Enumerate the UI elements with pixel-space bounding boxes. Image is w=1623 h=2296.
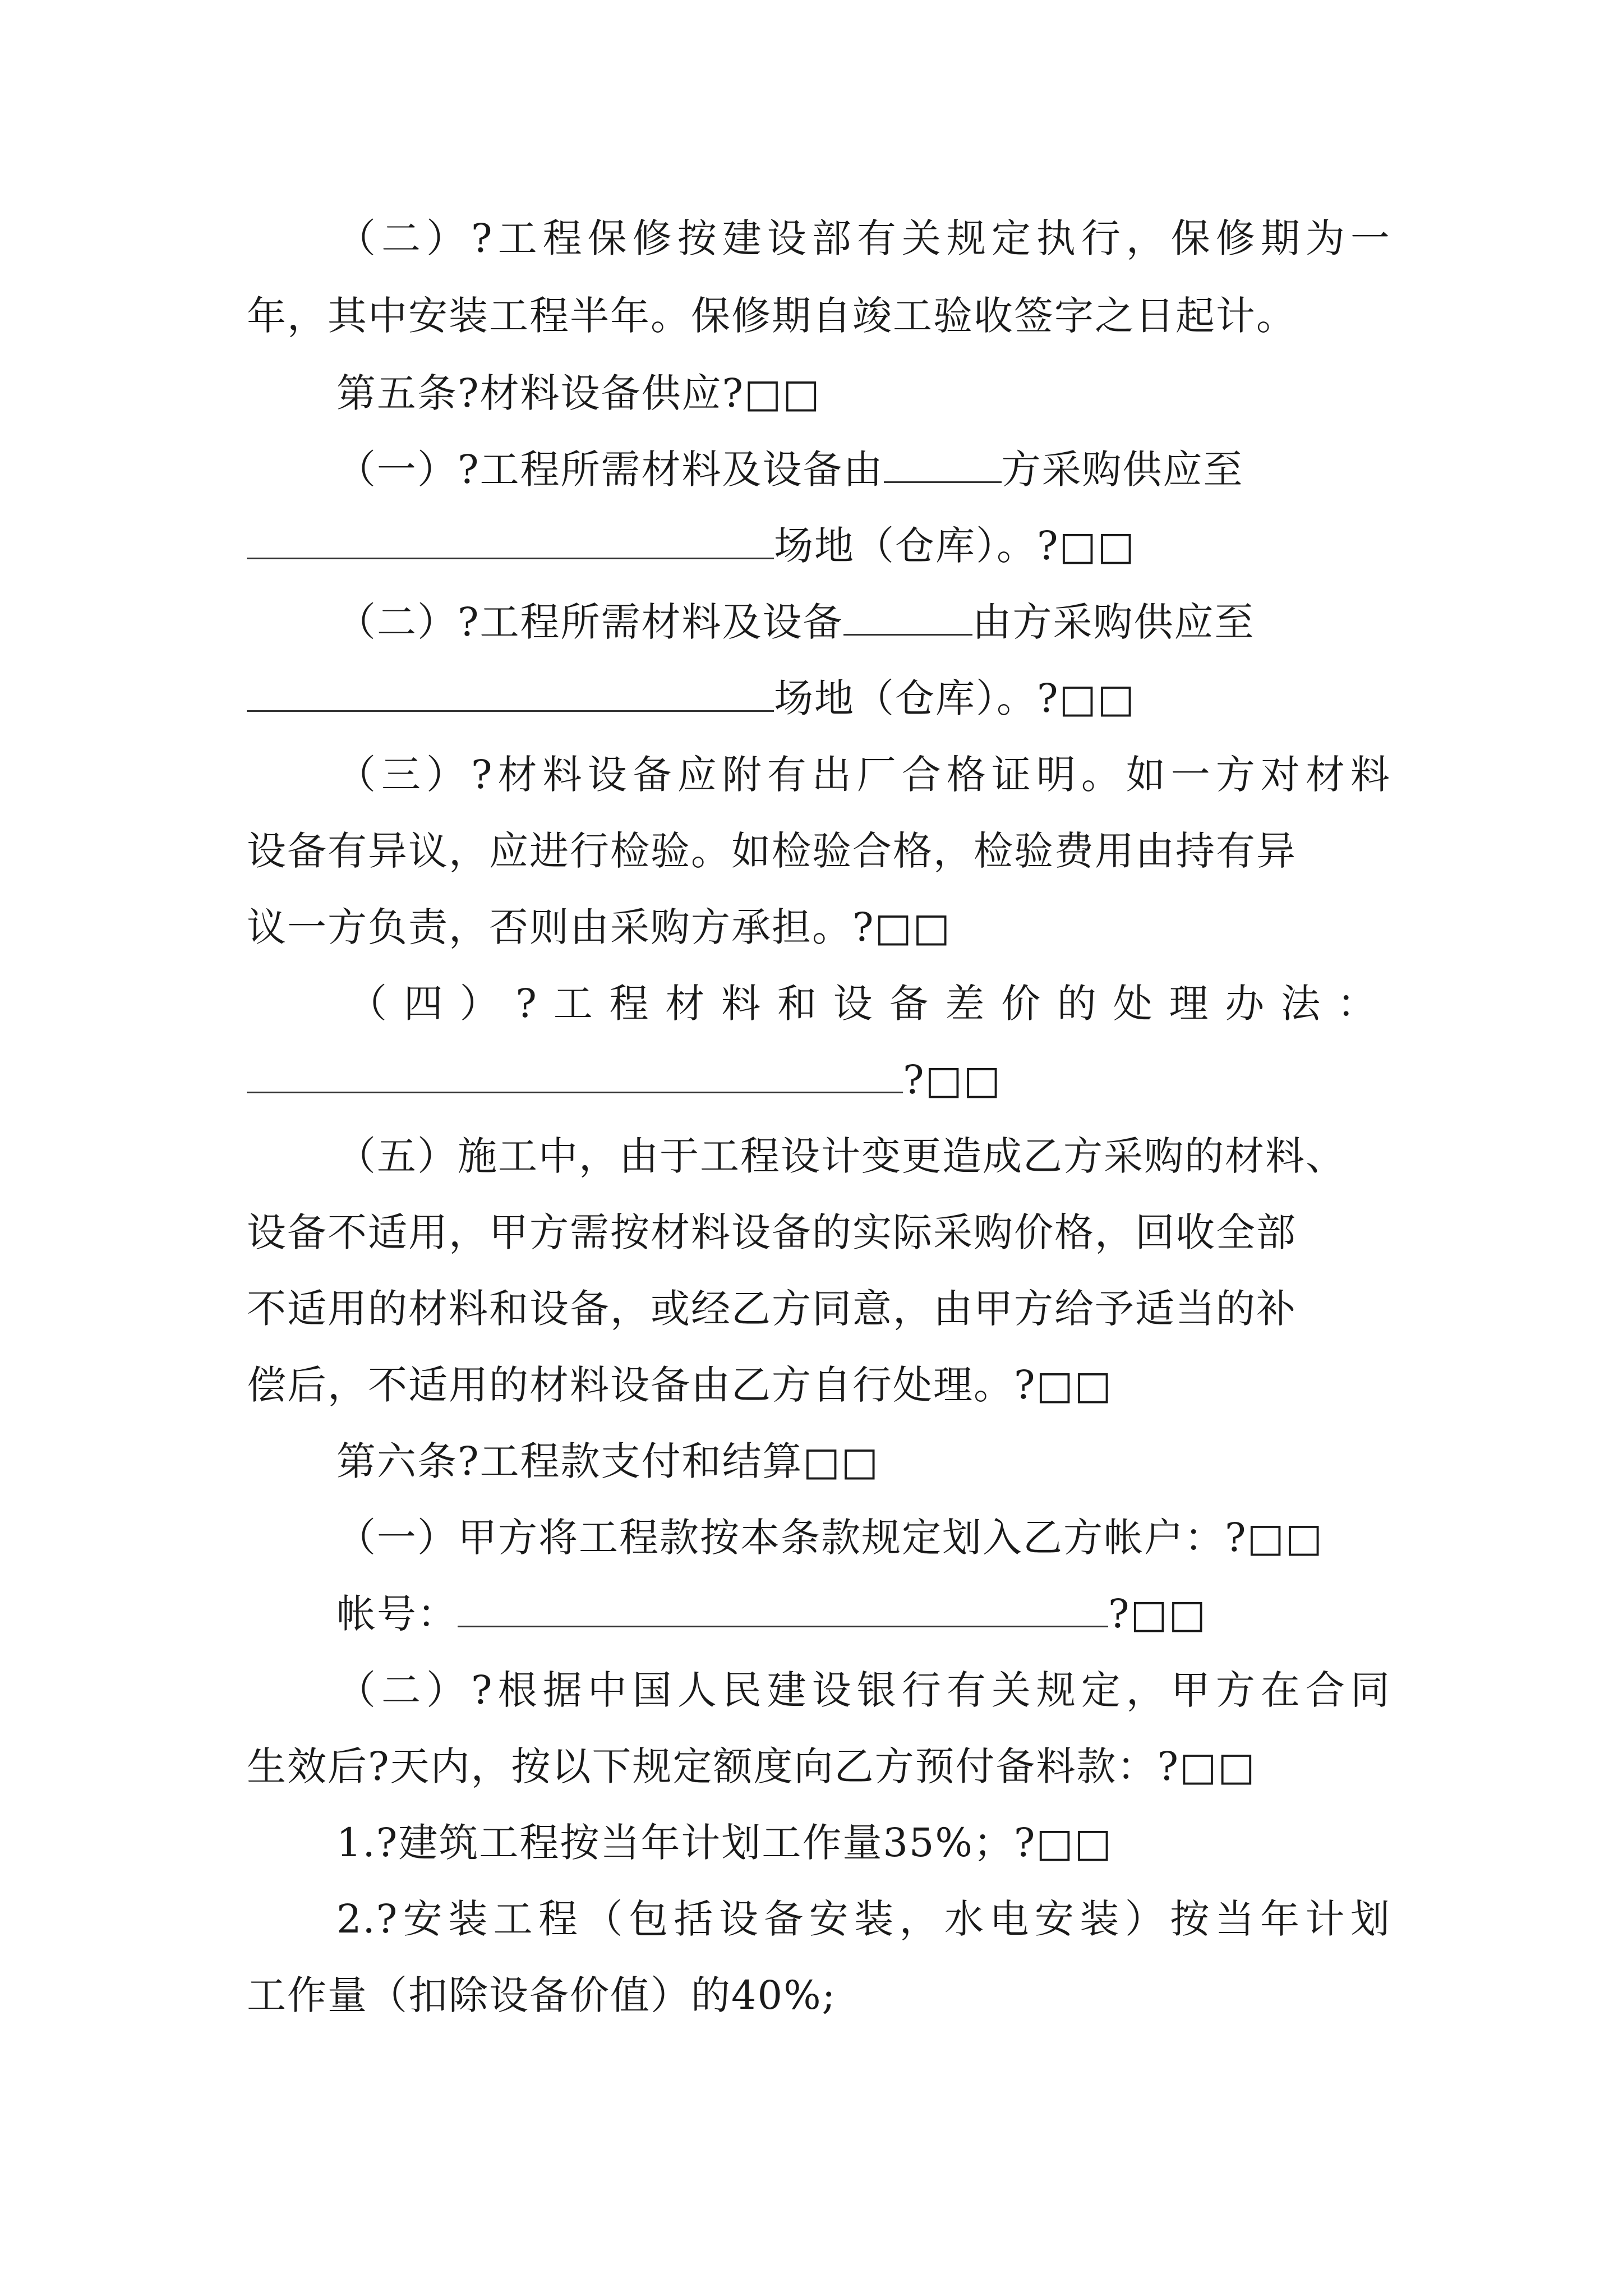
fill-in-blank: [884, 447, 1002, 483]
paragraph-line: 设备不适用，甲方需按材料设备的实际采购价格，回收全部: [247, 1209, 1297, 1255]
fill-in-blank: [843, 599, 972, 636]
paragraph-line: （三）?材料设备应附有出厂合格证明。如一方对材料: [336, 752, 1391, 798]
fill-in-blank: [247, 523, 774, 559]
paragraph-line: [336, 444, 1391, 495]
paragraph-line: [247, 521, 1391, 571]
paragraph-line: [247, 673, 1391, 724]
clause-text: 方采购供应至: [1001, 447, 1244, 493]
paragraph-line: 议一方负责，否则由采购方承担。?□□: [247, 904, 951, 950]
paragraph-line: 工作量（扣除设备价值）的40%;: [247, 1972, 837, 2018]
fill-in-blank: [247, 1057, 903, 1093]
account-label: 帐号：: [336, 1591, 458, 1637]
paragraph-line: （四）?工程材料和设备差价的处理办法：: [348, 981, 1380, 1027]
paragraph-line: 1.?建筑工程按当年计划工作量35%；?□□: [336, 1820, 1113, 1866]
clause-text: （一）?工程所需材料及设备由: [336, 447, 884, 493]
paragraph-line: 偿后，不适用的材料设备由乙方自行处理。?□□: [247, 1362, 1113, 1408]
paragraph-line: [247, 1055, 1391, 1105]
clause-text: （二）?工程所需材料及设备: [336, 599, 843, 645]
clause-text: 由方采购供应至: [972, 599, 1255, 645]
fill-in-blank: [458, 1591, 1108, 1627]
paragraph-line: [336, 597, 1391, 647]
article-heading: 第六条?工程款支付和结算□□: [336, 1438, 879, 1484]
paragraph-line: 年，其中安装工程半年。保修期自竣工验收签字之日起计。: [247, 293, 1297, 339]
fill-in-blank: [247, 675, 774, 712]
clause-text: ?□□: [1108, 1591, 1207, 1637]
paragraph-line: 2.?安装工程（包括设备安装，水电安装）按当年计划: [336, 1896, 1391, 1942]
paragraph-line: [336, 1589, 1391, 1639]
paragraph-line: 生效后?天内，按以下规定额度向乙方预付备料款：?□□: [247, 1743, 1256, 1789]
clause-text: 场地（仓库）。?□□: [774, 675, 1136, 721]
paragraph-line: （一）甲方将工程款按本条款规定划入乙方帐户：?□□: [336, 1515, 1324, 1561]
paragraph-line: 设备有异议，应进行检验。如检验合格，检验费用由持有异: [247, 828, 1297, 874]
paragraph-line: （二）?工程保修按建设部有关规定执行，保修期为一: [336, 215, 1391, 261]
clause-text: ?□□: [903, 1057, 1002, 1103]
clause-text: 场地（仓库）。?□□: [774, 523, 1136, 569]
paragraph-line: 不适用的材料和设备，或经乙方同意，由甲方给予适当的补: [247, 1286, 1297, 1332]
paragraph-line: （二）?根据中国人民建设银行有关规定，甲方在合同: [336, 1667, 1391, 1713]
article-heading: 第五条?材料设备供应?□□: [336, 370, 821, 416]
paragraph-line: （五）施工中，由于工程设计变更造成乙方采购的材料、: [336, 1133, 1346, 1179]
